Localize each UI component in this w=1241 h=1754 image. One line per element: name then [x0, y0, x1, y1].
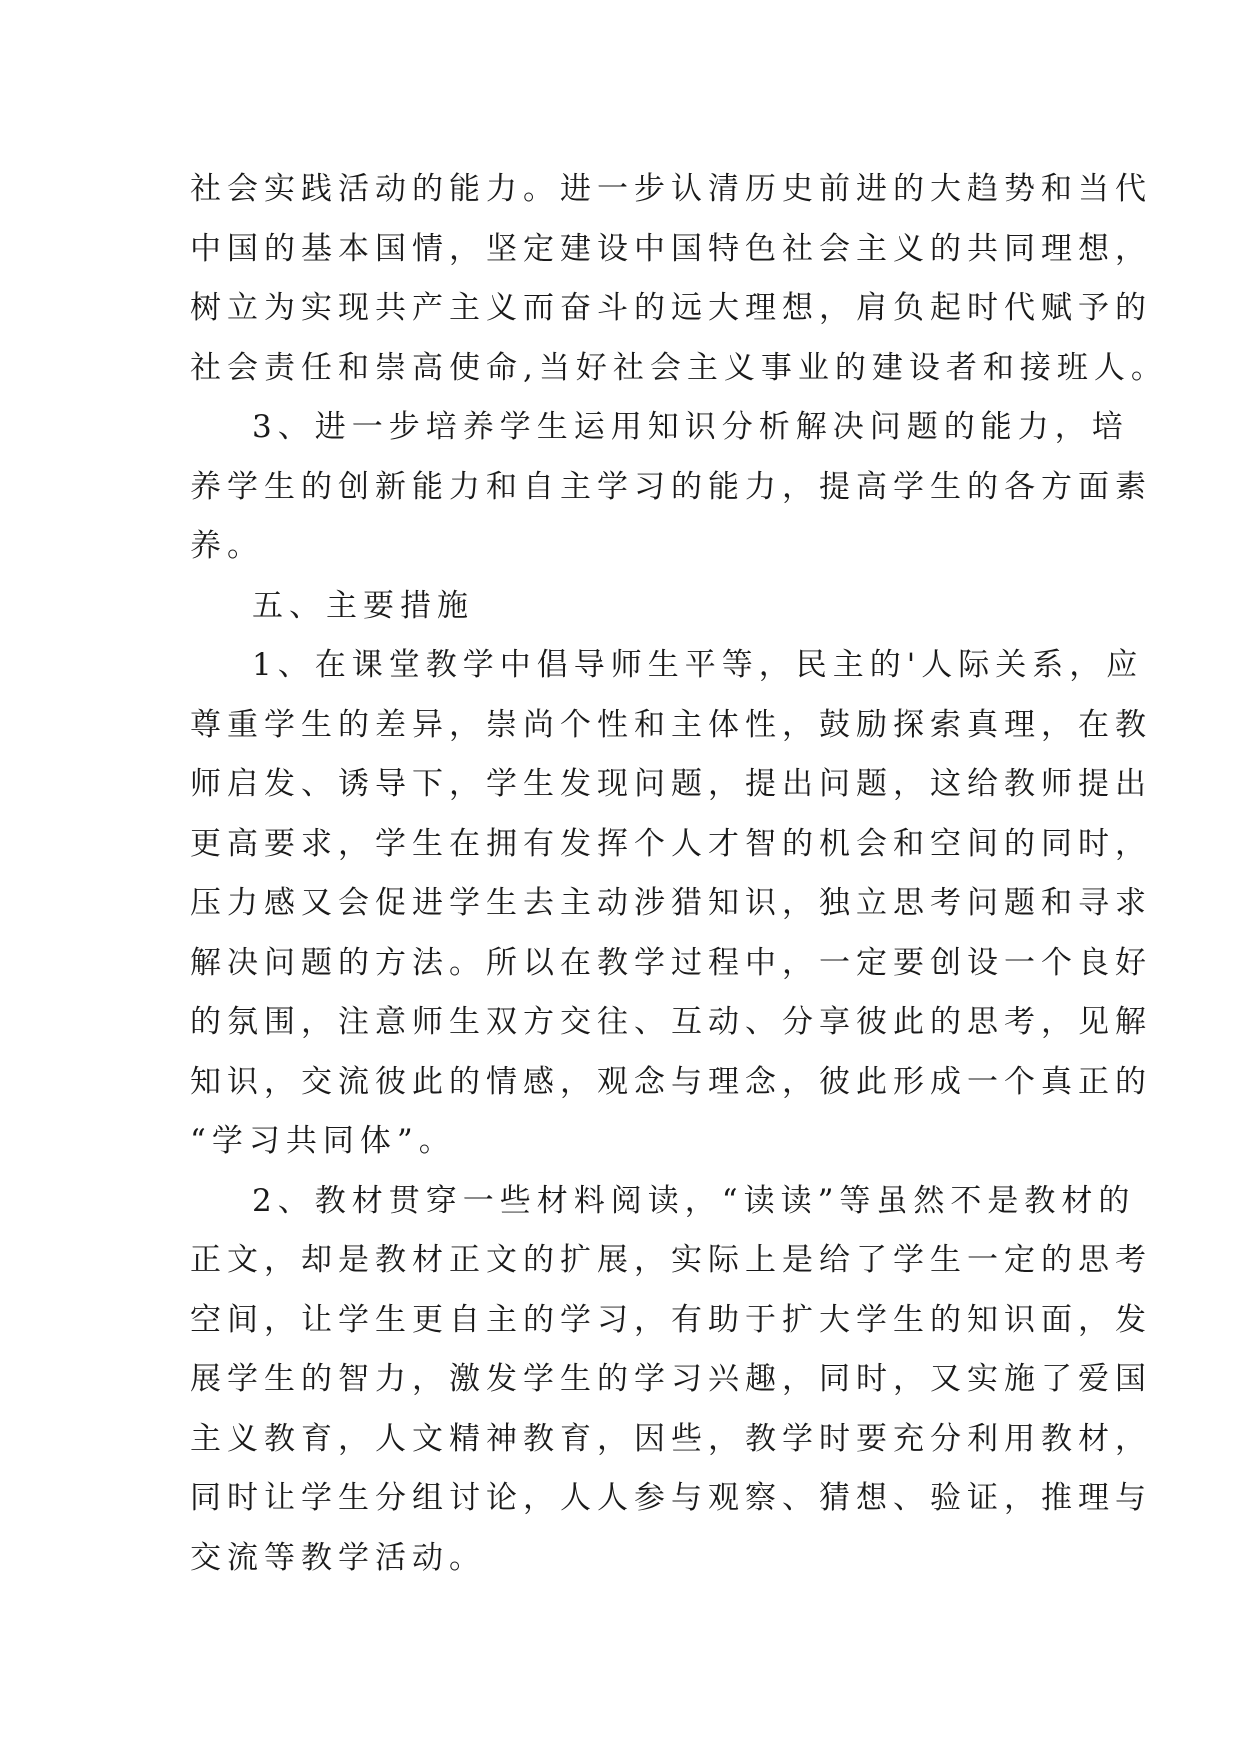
text-line: 同时让学生分组讨论，人人参与观察、猜想、验证，推理与 — [190, 1480, 1152, 1516]
text-line: 养学生的创新能力和自主学习的能力，提高学生的各方面素 — [190, 468, 1152, 505]
text-line: 解决问题的方法。所以在教学过程中，一定要创设一个良好 — [190, 944, 1152, 981]
text-line: 师启发、诱导下，学生发现问题，提出问题，这给教师提出 — [190, 766, 1152, 802]
text-line: 主义教育，人文精神教育，因些，教学时要充分利用教材， — [190, 1420, 1152, 1457]
text-line: 展学生的智力，激发学生的学习兴趣，同时，又实施了爱国 — [190, 1361, 1152, 1397]
text-line: 养。 — [190, 528, 264, 564]
text-line: 中国的基本国情，坚定建设中国特色社会主义的共同理想， — [190, 230, 1152, 267]
text-line: 知识，交流彼此的情感，观念与理念，彼此形成一个真正的 — [190, 1063, 1152, 1100]
text-line: “学习共同体”。 — [190, 1123, 456, 1159]
text-line: 空间，让学生更自主的学习，有助于扩大学生的知识面，发 — [190, 1301, 1152, 1338]
text-line: 压力感又会促进学生去主动涉猎知识，独立思考问题和寻求 — [190, 885, 1152, 921]
text-line: 社会责任和崇高使命,当好社会主义事业的建设者和接班人。 — [190, 349, 1168, 386]
text-line: 树立为实现共产主义而奋斗的远大理想，肩负起时代赋予的 — [190, 290, 1152, 326]
text-line: 3、进一步培养学生运用知识分析解决问题的能力，培 — [252, 409, 1129, 445]
text-line: 交流等教学活动。 — [190, 1539, 486, 1576]
text-line: 正文，却是教材正文的扩展，实际上是给了学生一定的思考 — [190, 1242, 1152, 1278]
document-body — [190, 160, 1168, 1588]
text-line: 的氛围，注意师生双方交往、互动、分享彼此的思考，见解 — [190, 1004, 1152, 1040]
text-line: 1、在课堂教学中倡导师生平等，民主的'人际关系，应 — [252, 647, 1144, 683]
text-line: 社会实践活动的能力。进一步认清历史前进的大趋势和当代 — [190, 171, 1152, 207]
text-line: 尊重学生的差异，崇尚个性和主体性，鼓励探索真理，在教 — [190, 706, 1152, 743]
section-heading: 五、主要措施 — [252, 587, 474, 624]
text-line: 更高要求，学生在拥有发挥个人才智的机会和空间的同时， — [190, 825, 1152, 862]
text-line: 2、教材贯穿一些材料阅读，“读读”等虽然不是教材的 — [252, 1182, 1136, 1219]
